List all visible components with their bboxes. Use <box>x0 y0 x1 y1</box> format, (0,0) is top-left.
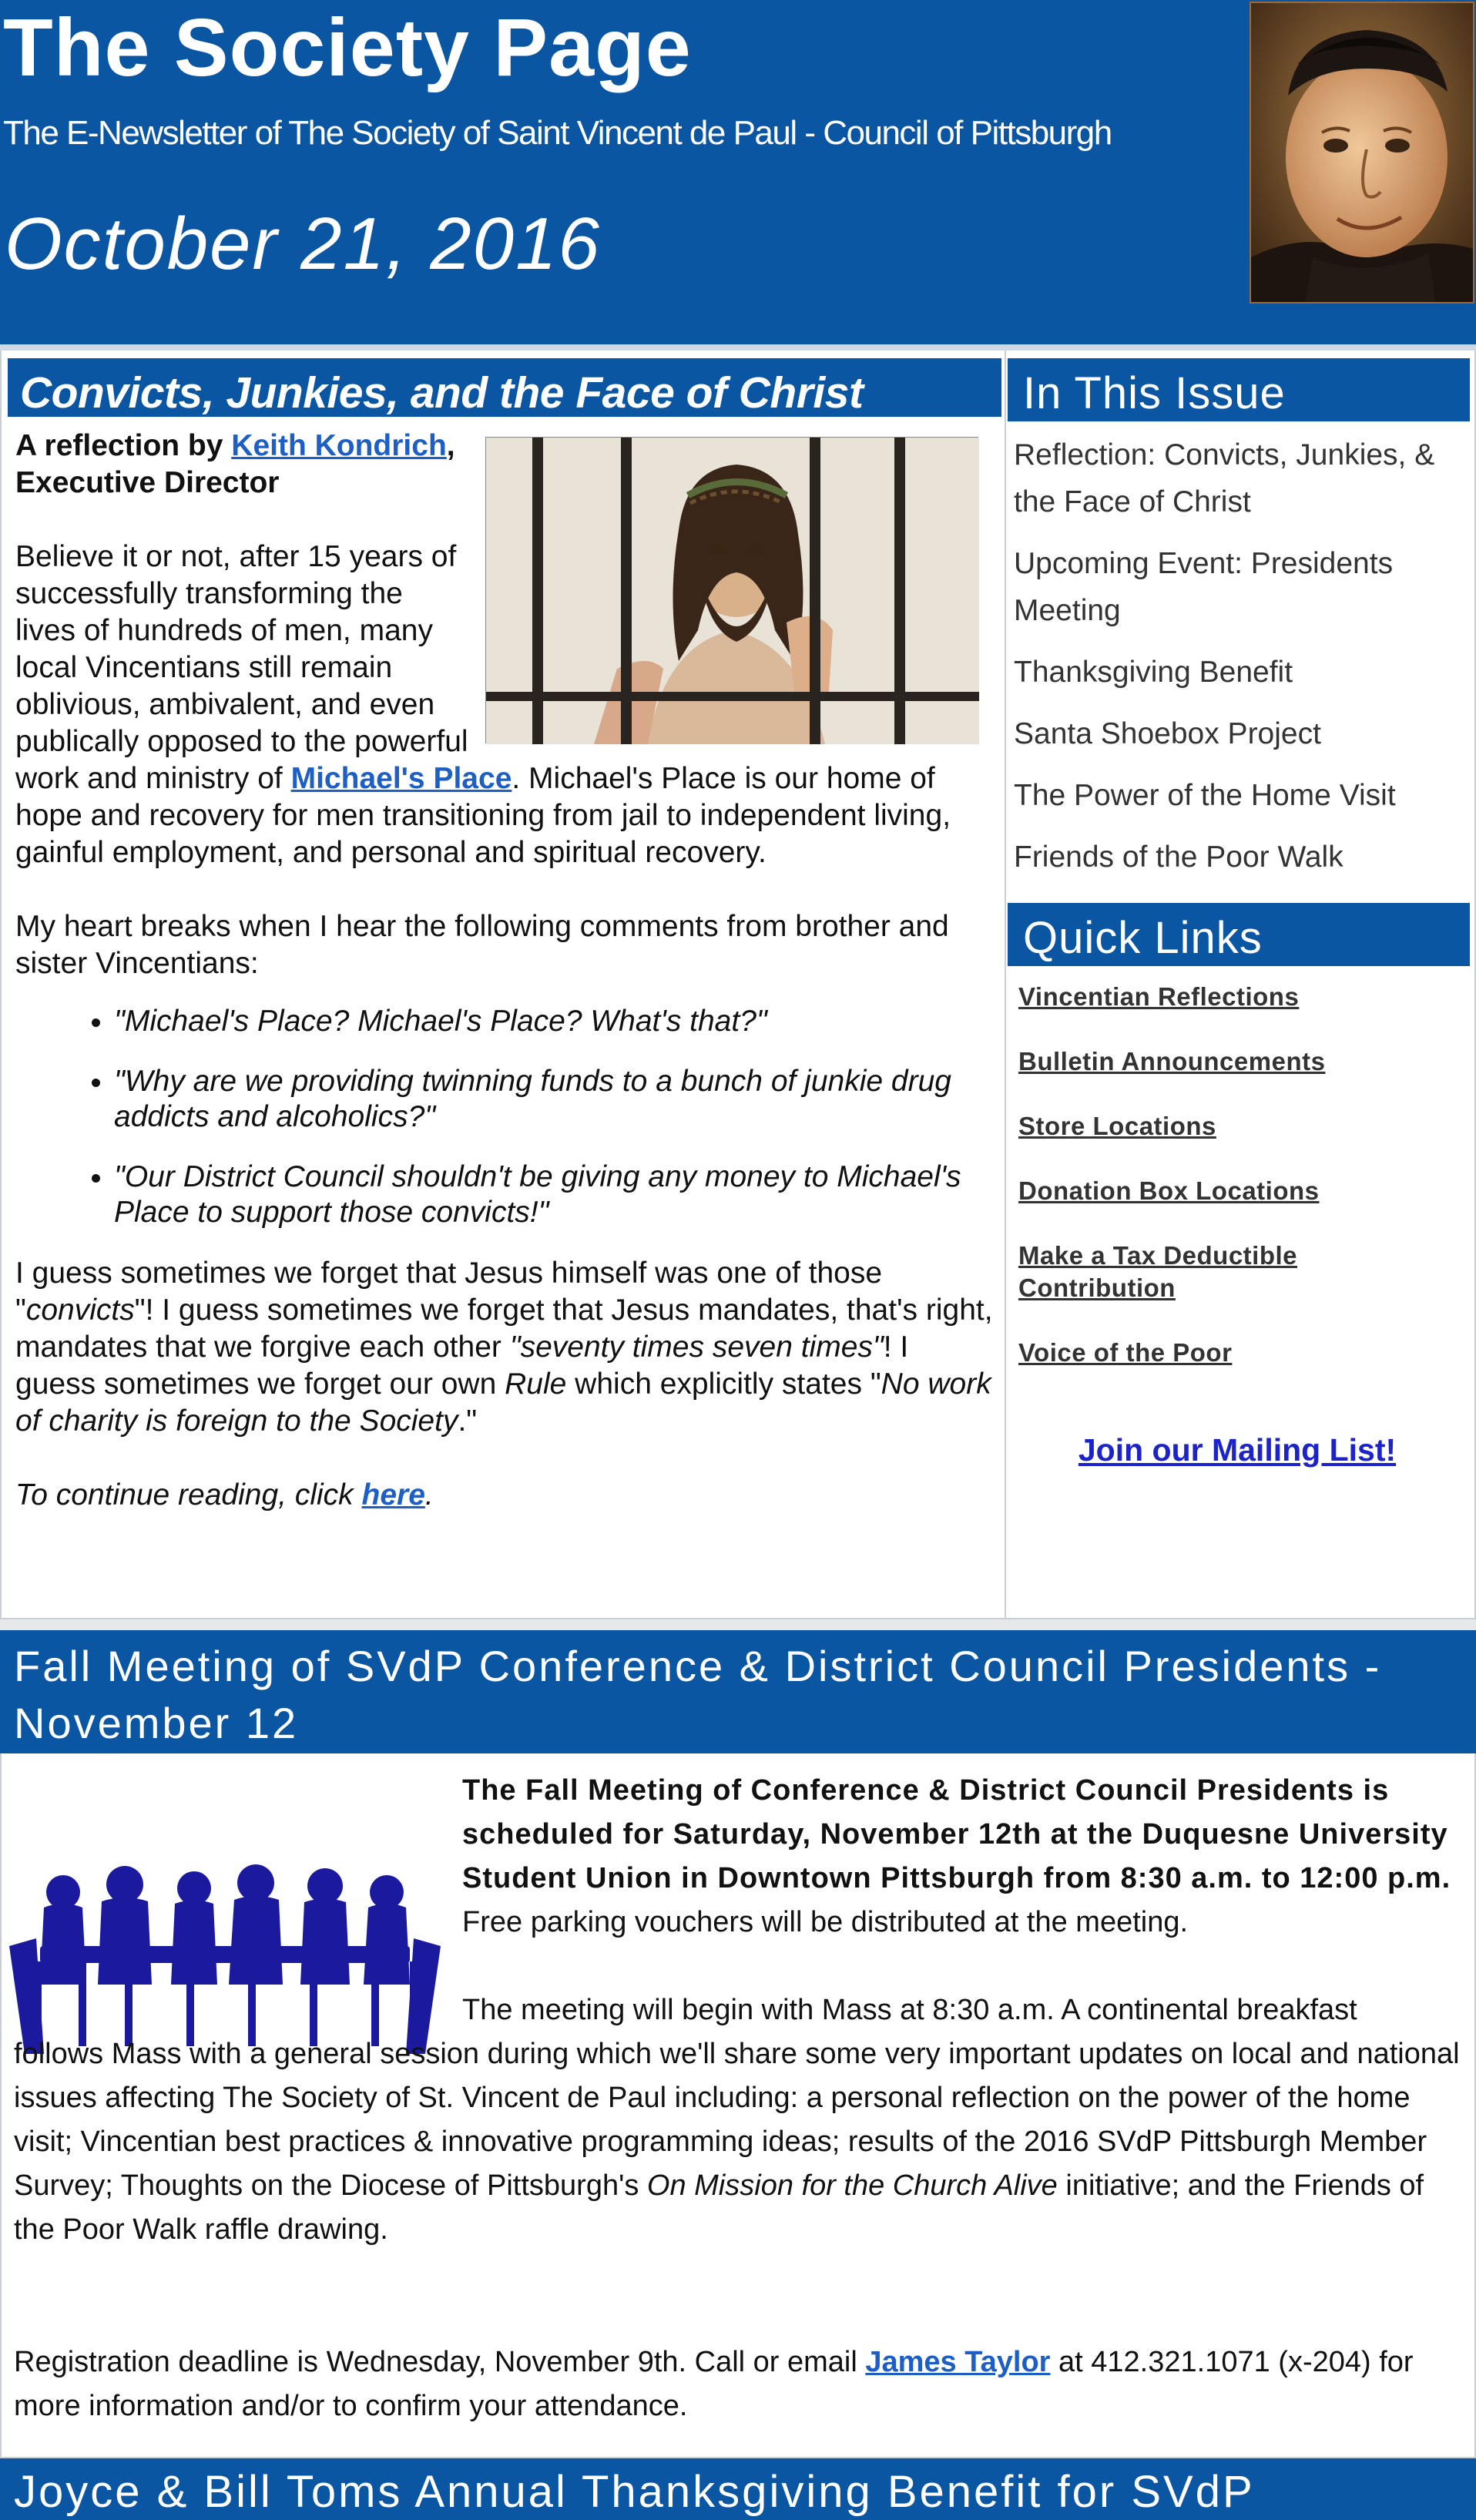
quick-link-store-locations[interactable]: Store Locations <box>1018 1112 1216 1140</box>
paragraph-1-text: Believe it or not, after 15 years of successfully transforming the lives of hundreds of men, many local Vincentians still remain oblivious, ambivalent, and even publically opposed to the powerful work and ministry of <box>15 540 468 795</box>
continue-reading-link[interactable]: here <box>361 1478 425 1512</box>
paragraph-1-rest: . Michael's Place is our home of hope and recovery for men transitioning from jail to independent living, gainful employment, and personal and spiritual recovery. <box>15 762 951 869</box>
issue-item[interactable]: Reflection: Convicts, Junkies, & the Face of Christ <box>1014 438 1435 518</box>
byline-prefix: A reflection by <box>15 429 232 462</box>
author-link[interactable]: Keith Kondrich <box>231 429 447 462</box>
issue-item[interactable]: Santa Shoebox Project <box>1014 717 1321 750</box>
quote-item: • "Why are we providing twinning funds to a bunch of junkie drug addicts and alcoholics?" <box>114 1064 994 1135</box>
fall-meeting-p2 <box>14 2032 1470 2252</box>
mailing-list-container <box>1006 1432 1468 1468</box>
paragraph-3-italic: Rule <box>505 1367 567 1401</box>
issue-item[interactable]: The Power of the Home Visit <box>1014 779 1396 812</box>
fall-meeting-intro <box>462 1769 1464 2032</box>
michaels-place-link[interactable]: Michael's Place <box>290 762 512 795</box>
in-this-issue-heading: In This Issue <box>1008 358 1470 421</box>
paragraph-3-italic: No work of charity is foreign to the Society <box>15 1367 991 1438</box>
quick-link-bulletin-announcements[interactable]: Bulletin Announcements <box>1018 1047 1326 1075</box>
quick-links-heading: Quick Links <box>1008 903 1470 966</box>
fall-meeting-bold-intro: The Fall Meeting of Conference & District Council Presidents is scheduled for Saturday, November 12th at the Duquesne University Student Union in Downtown Pittsburgh from 8:30 a.m. to 12:00 p.m. <box>462 1774 1451 1894</box>
paragraph-3-text: which explicitly states " <box>566 1367 881 1401</box>
issue-date: October 21, 2016 <box>5 203 601 285</box>
issue-item[interactable]: Friends of the Poor Walk <box>1014 841 1343 874</box>
sidebar <box>1006 351 1476 1619</box>
meeting-silhouette-image <box>9 1830 441 2054</box>
quick-link-donation-box-locations[interactable]: Donation Box Locations <box>1018 1176 1320 1205</box>
fall-meeting-p3 <box>14 2340 1470 2428</box>
join-mailing-list-link[interactable]: Join our Mailing List! <box>1078 1432 1397 1468</box>
saint-portrait-image <box>1250 2 1474 304</box>
paragraph-3-text: ." <box>458 1404 478 1438</box>
thanksgiving-benefit-heading: Joyce & Bill Toms Annual Thanksgiving Benefit for SVdP <box>0 2458 1476 2520</box>
header-divider <box>0 344 1476 351</box>
newsletter-title: The Society Page <box>3 2 692 93</box>
fall-meeting-p3-rest: at 412.321.1071 (x-204) for more information and/or to confirm your attendance. <box>14 2346 1414 2422</box>
continue-reading-end: . <box>424 1478 434 1512</box>
in-this-issue-list <box>1014 431 1464 895</box>
section-gap <box>0 1619 1476 1630</box>
fall-meeting-section <box>0 1753 1476 2458</box>
article-heading: Convicts, Junkies, and the Face of Christ <box>8 358 1001 417</box>
paragraph-2: My heart breaks when I hear the following comments from brother and sister Vincentians: <box>15 910 949 980</box>
quick-link-vincentian-reflections[interactable]: Vincentian Reflections <box>1018 982 1300 1011</box>
issue-item[interactable]: Thanksgiving Benefit <box>1014 656 1293 689</box>
continue-reading-text: To continue reading, click <box>15 1478 362 1512</box>
paragraph-3-text: "! I guess sometimes we forget that Jesus mandates, that's right, mandates that we forgive each other <box>15 1294 993 1364</box>
paragraph-3-italic: "seventy times seven times" <box>509 1330 884 1364</box>
fall-meeting-intro-rest: Free parking vouchers will be distributed at the meeting. <box>462 1906 1189 1938</box>
fall-meeting-p2-first: The meeting will begin with Mass at 8:30 a.m. A continental breakfast <box>462 1994 1357 2026</box>
paragraph-3-text: ! I guess sometimes we forget our own <box>15 1330 909 1401</box>
issue-item[interactable]: Upcoming Event: Presidents Meeting <box>1014 547 1394 627</box>
fall-meeting-heading: Fall Meeting of SVdP Conference & District Council Presidents - November 12 <box>0 1630 1476 1753</box>
fall-meeting-p2-end: initiative; and the Friends of the Poor Walk raffle drawing. <box>14 2169 1424 2246</box>
fall-meeting-p2-rest: follows Mass with a general session during which we'll share some very important updates on local and national issues affecting The Society of St. Vincent de Paul including: a personal reflection on the power of the home visit; Vincentian best practices & innovative programming ideas; results of the 2016 SVdP Pittsburgh Member Survey; Thoughts on the Diocese of Pittsburgh's <box>14 2038 1460 2202</box>
james-taylor-link[interactable]: James Taylor <box>865 2346 1051 2378</box>
quote-item: • "Our District Council shouldn't be giving any money to Michael's Place to support those convicts!" <box>114 1159 994 1230</box>
fall-meeting-p2-italic: On Mission for the Church Alive <box>646 2169 1058 2202</box>
paragraph-3-text: I guess sometimes we forget that Jesus himself was one of those " <box>15 1257 883 1327</box>
quote-list <box>15 1004 994 1230</box>
quick-link-voice-of-the-poor[interactable]: Voice of the Poor <box>1018 1338 1233 1367</box>
quote-item: • "Michael's Place? Michael's Place? What's that?" <box>114 1004 994 1039</box>
fall-meeting-p3-text: Registration deadline is Wednesday, November 9th. Call or email <box>14 2346 866 2378</box>
byline-suffix: , Executive Director <box>15 429 455 499</box>
newsletter-header <box>0 0 1476 344</box>
quick-link-tax-deductible-contribution[interactable]: Make a Tax Deductible Contribution <box>1018 1241 1298 1302</box>
article-body <box>15 428 994 1551</box>
christ-behind-bars-image <box>485 437 978 743</box>
main-article-panel <box>0 351 1006 1619</box>
paragraph-3-italic: convicts <box>25 1294 135 1327</box>
quick-links-list <box>1018 981 1450 1401</box>
newsletter-subtitle: The E-Newsletter of The Society of Saint Vincent de Paul - Council of Pittsburgh <box>3 114 1112 152</box>
